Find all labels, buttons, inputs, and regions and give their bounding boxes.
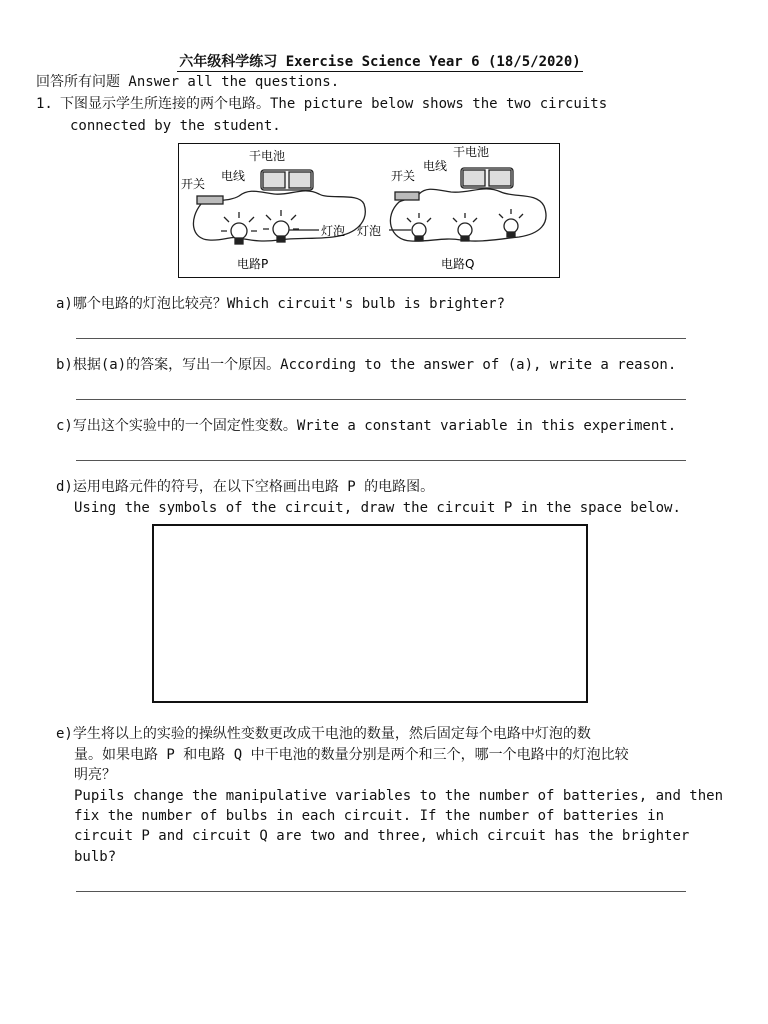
circuit-q-bulb-label: 灯泡 bbox=[357, 224, 382, 238]
question-a: a)哪个电路的灯泡比较亮？Which circuit's bulb is brighter? bbox=[56, 296, 506, 312]
answer-line-c[interactable] bbox=[76, 460, 686, 461]
question-1-text-line-1: 下图显示学生所连接的两个电路。The picture below shows the two circuits bbox=[60, 96, 608, 112]
page-title bbox=[0, 51, 760, 71]
circuit-p-bulb-2 bbox=[263, 210, 299, 242]
question-d-line-2: Using the symbols of the circuit, draw the circuit P in the space below. bbox=[74, 500, 681, 516]
drawing-box[interactable] bbox=[152, 524, 588, 703]
circuit-q-name: 电路Q bbox=[441, 257, 475, 271]
question-e-line-7: bulb? bbox=[74, 849, 117, 865]
circuit-q-switch-label: 开关 bbox=[391, 169, 416, 183]
circuit-q-bulb-3 bbox=[499, 209, 523, 237]
page-title-text: 六年级科学练习 Exercise Science Year 6 (18/5/2020) bbox=[179, 54, 581, 70]
circuit-p-bulb-label: 灯泡 bbox=[321, 224, 346, 238]
question-b: b)根据(a)的答案，写出一个原因。According to the answer of (a), write a reason. bbox=[56, 357, 677, 373]
question-d-line-1: d)运用电路元件的符号，在以下空格画出电路 P 的电路图。 bbox=[56, 479, 435, 495]
circuit-q-battery-label: 干电池 bbox=[453, 145, 490, 159]
question-e-line-2: 量。如果电路 P 和电路 Q 中干电池的数量分别是两个和三个，哪一个电路中的灯泡比较 bbox=[74, 747, 629, 763]
question-e-line-3: 明亮？ bbox=[74, 767, 116, 783]
circuit-figure bbox=[178, 143, 560, 278]
question-e-line-5: fix the number of bulbs in each circuit. If the number of batteries in bbox=[74, 808, 665, 824]
question-1-number: 1. bbox=[36, 96, 53, 112]
circuit-q-wire-label: 电线 bbox=[423, 159, 448, 173]
answer-line-a[interactable] bbox=[76, 338, 686, 339]
answer-line-e[interactable] bbox=[76, 891, 686, 892]
instructions: 回答所有问题 Answer all the questions. bbox=[36, 74, 340, 90]
circuit-q-switch bbox=[395, 192, 419, 200]
circuit-p-switch-label: 开关 bbox=[181, 177, 206, 191]
circuit-p-battery-label: 干电池 bbox=[249, 149, 286, 163]
question-e-line-1: e)学生将以上的实验的操纵性变数更改成干电池的数量，然后固定每个电路中灯泡的数 bbox=[56, 726, 591, 742]
answer-line-b[interactable] bbox=[76, 399, 686, 400]
circuit-p-switch bbox=[197, 196, 223, 204]
question-e-line-4: Pupils change the manipulative variables to the number of batteries, and then bbox=[74, 788, 724, 804]
circuit-illustration bbox=[179, 144, 559, 277]
circuit-p-wire-label: 电线 bbox=[221, 169, 246, 183]
question-1-text-line-2: connected by the student. bbox=[70, 118, 281, 134]
circuit-q-bulb-1 bbox=[407, 213, 431, 241]
question-c: c)写出这个实验中的一个固定性变数。Write a constant variable in this experiment. bbox=[56, 418, 677, 434]
circuit-p-name: 电路P bbox=[237, 257, 269, 271]
circuit-q-bulb-2 bbox=[453, 213, 477, 241]
question-e-line-6: circuit P and circuit Q are two and three, which circuit has the brighter bbox=[74, 828, 690, 844]
circuit-p-bulb-1 bbox=[221, 212, 257, 244]
